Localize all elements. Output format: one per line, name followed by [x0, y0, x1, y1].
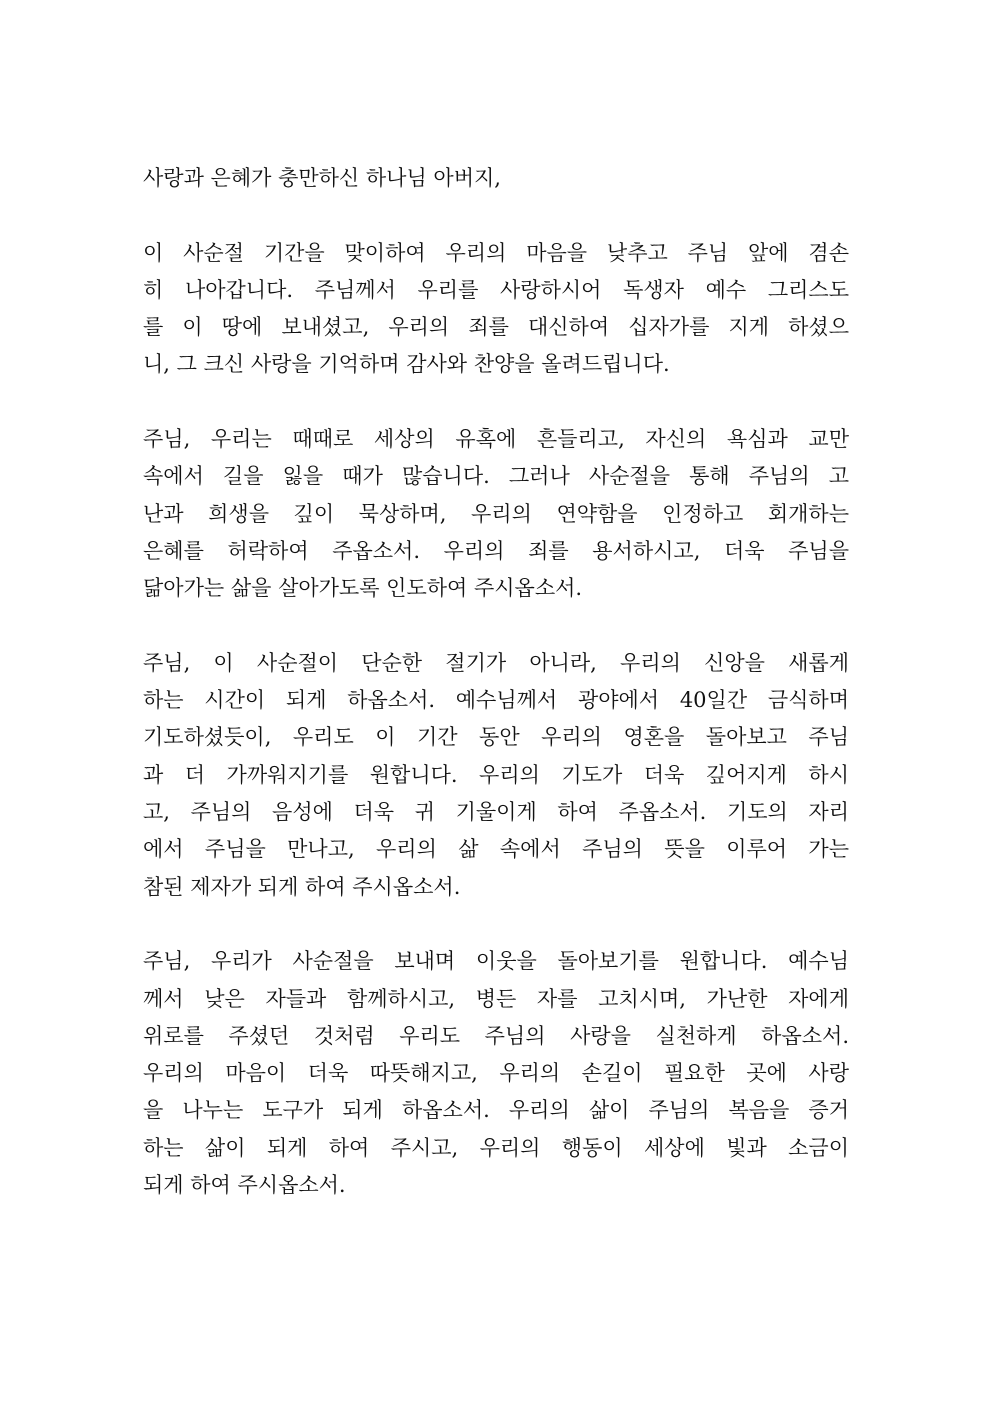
paragraph-line: 에서 주님을 만나고, 우리의 삶 속에서 주님의 뜻을 이루어 가는 [143, 837, 849, 862]
paragraph-line: 닮아가는 삶을 살아가도록 인도하여 주시옵소서. [143, 576, 583, 601]
paragraph-4 [143, 943, 849, 1204]
paragraph-line: 고, 주님의 음성에 더욱 귀 기울이게 하여 주옵소서. 기도의 자리 [143, 800, 849, 825]
salutation-line: 사랑과 은혜가 충만하신 하나님 아버지, [143, 166, 501, 190]
paragraph-3 [143, 645, 849, 906]
paragraph-line: 께서 낮은 자들과 함께하시고, 병든 자를 고치시며, 가난한 자에게 [143, 986, 849, 1011]
paragraph-line: 니, 그 크신 사랑을 기억하며 감사와 찬양을 올려드립니다. [143, 352, 670, 377]
paragraph-line: 우리의 마음이 더욱 따뜻해지고, 우리의 손길이 필요한 곳에 사랑 [143, 1061, 849, 1086]
document-body [143, 160, 849, 1242]
paragraph-line: 난과 희생을 깊이 묵상하며, 우리의 연약함을 인정하고 회개하는 [143, 501, 849, 526]
paragraph-line: 하는 삶이 되게 하여 주시고, 우리의 행동이 세상에 빛과 소금이 [143, 1135, 849, 1160]
paragraph-line: 기도하셨듯이, 우리도 이 기간 동안 우리의 영혼을 돌아보고 주님 [143, 725, 849, 750]
paragraph-line: 되게 하여 주시옵소서. [143, 1173, 346, 1198]
paragraph-line: 주님, 우리는 때때로 세상의 유혹에 흔들리고, 자신의 욕심과 교만 [143, 427, 849, 452]
paragraph-line: 참된 제자가 되게 하여 주시옵소서. [143, 874, 461, 899]
paragraph-line: 과 더 가까워지기를 원합니다. 우리의 기도가 더욱 깊어지게 하시 [143, 762, 849, 787]
paragraph-line: 히 나아갑니다. 주님께서 우리를 사랑하시어 독생자 예수 그리스도 [143, 277, 849, 302]
paragraph-1 [143, 235, 849, 384]
paragraph-2 [143, 421, 849, 607]
paragraph-line: 위로를 주셨던 것처럼 우리도 주님의 사랑을 실천하게 하옵소서. [143, 1023, 849, 1048]
paragraph-line: 를 이 땅에 보내셨고, 우리의 죄를 대신하여 십자가를 지게 하셨으 [143, 315, 849, 340]
salutation [143, 160, 849, 197]
paragraph-line: 이 사순절 기간을 맞이하여 우리의 마음을 낮추고 주님 앞에 겸손 [143, 240, 849, 265]
paragraph-line: 하는 시간이 되게 하옵소서. 예수님께서 광야에서 40일간 금식하며 [143, 688, 849, 713]
paragraph-line: 속에서 길을 잃을 때가 많습니다. 그러나 사순절을 통해 주님의 고 [143, 464, 849, 489]
paragraph-line: 은혜를 허락하여 주옵소서. 우리의 죄를 용서하시고, 더욱 주님을 [143, 538, 849, 563]
paragraph-line: 주님, 우리가 사순절을 보내며 이웃을 돌아보기를 원합니다. 예수님 [143, 949, 849, 974]
paragraph-line: 주님, 이 사순절이 단순한 절기가 아니라, 우리의 신앙을 새롭게 [143, 650, 849, 675]
paragraph-line: 을 나누는 도구가 되게 하옵소서. 우리의 삶이 주님의 복음을 증거 [143, 1098, 849, 1123]
